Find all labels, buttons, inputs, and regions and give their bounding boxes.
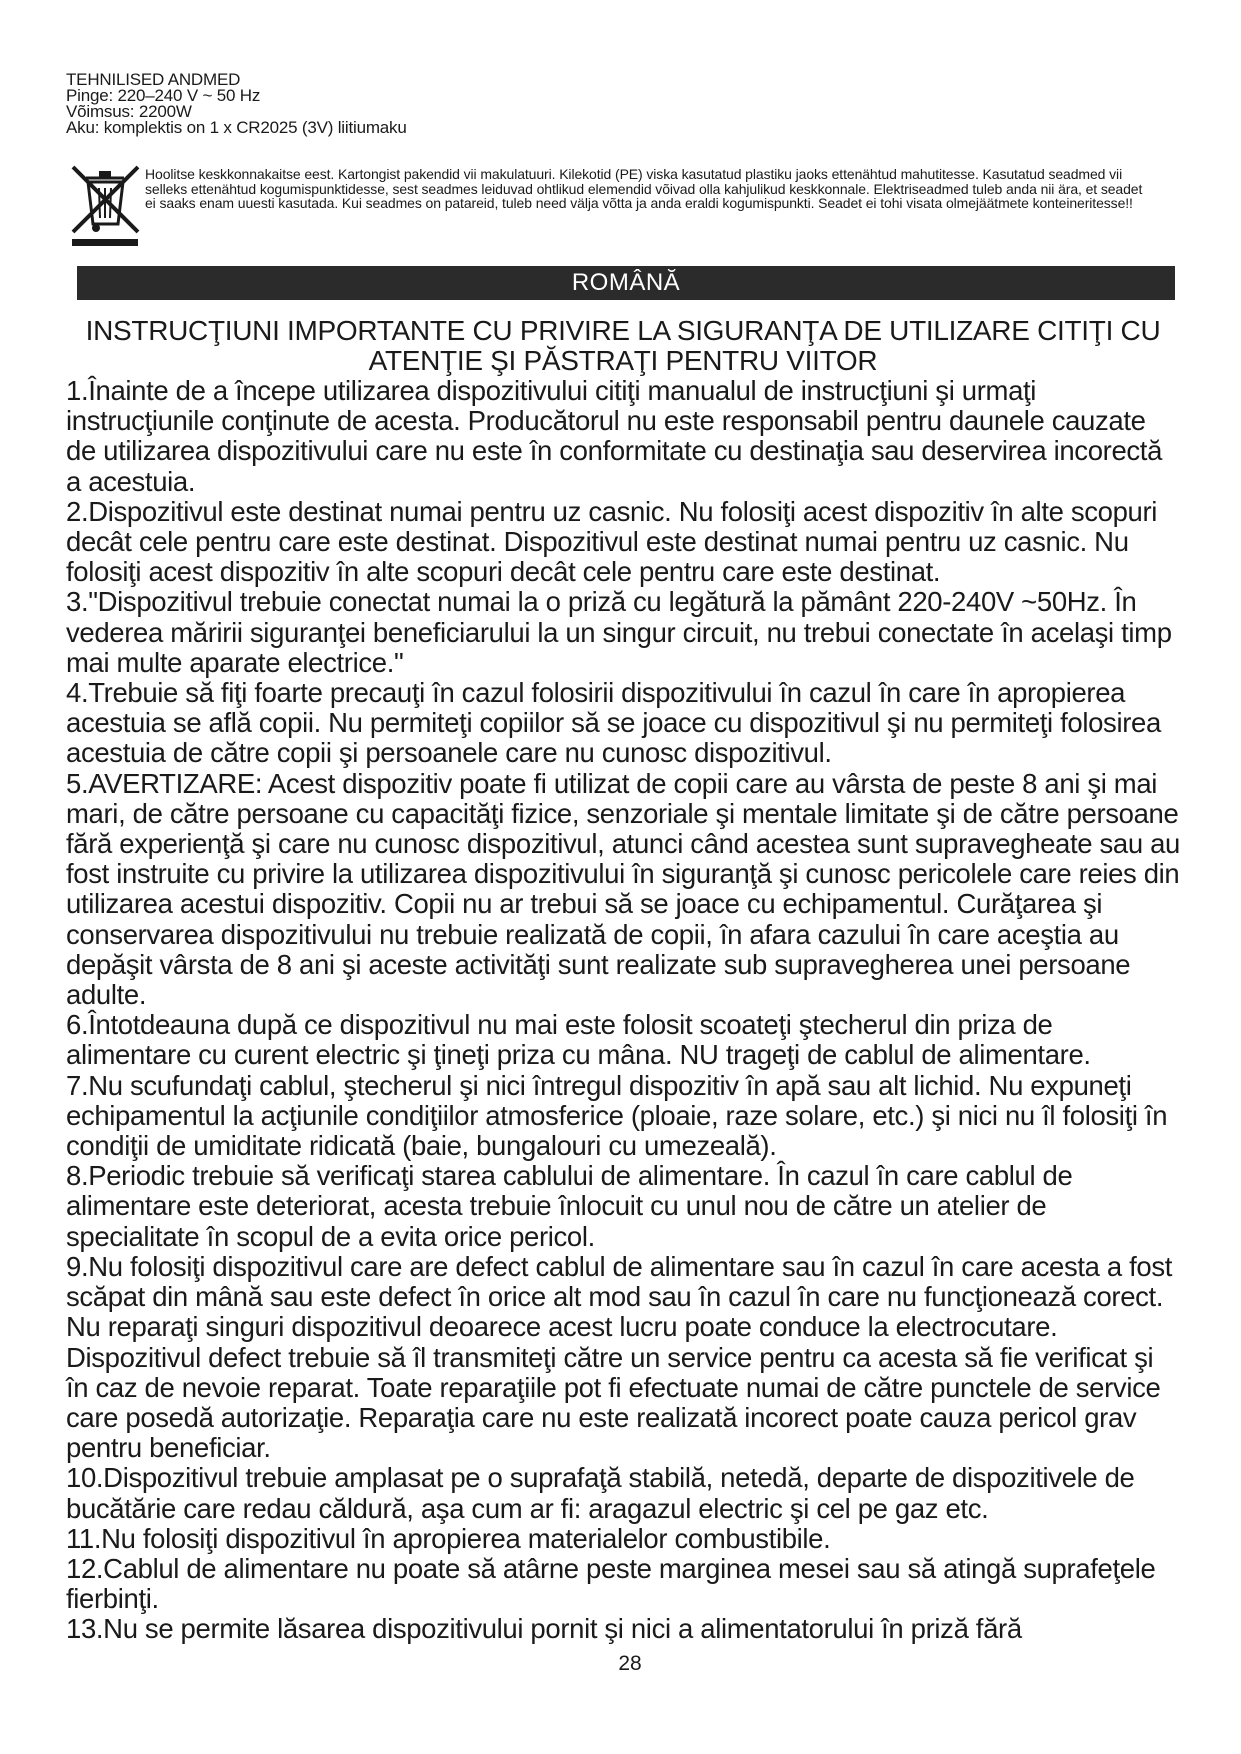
instruction-item: 8.Periodic trebuie să verificaţi starea cablului de alimentare. În cazul în care cablul de alimentare este deteriorat, acesta trebuie înlocuit cu unul nou de către un atelier de specialitate în scopul de a evita orice pericol. — [66, 1160, 1073, 1252]
instruction-item: 11.Nu folosiţi dispozitivul în apropierea materialelor combustibile. — [66, 1522, 831, 1554]
instruction-item: 12.Cablul de alimentare nu poate să atârne peste marginea mesei sau să atingă suprafeţele fierbinţi. — [66, 1552, 1156, 1615]
instruction-item: 5.AVERTIZARE: Acest dispozitiv poate fi utilizat de copii care au vârsta de peste 8 ani şi mai mari, de către persoane cu capacităţi fizice, senzoriale şi mentale limitate şi de către persoane fără experienţă şi care nu cunosc dispozitivul, atunci când acestea sunt supravegheate sau au fost instruite cu privire la utilizarea dispozitivului în siguranţă şi cunosc pericolele care reies din utilizarea acestui dispozitiv. Copii nu ar trebui să se joace cu echipamentul. Curăţarea şi conservarea dispozitivului nu trebuie realizată de copii, în afara cazului în care aceştia au depăşit vârsta de 8 ani şi aceste activităţi sunt realizate sub supravegherea unei persoane adulte. — [66, 767, 1180, 1011]
instruction-item: 6.Întotdeauna după ce dispozitivul nu mai este folosit scoateţi ştecherul din priza de alimentare cu curent electric şi ţineţi priza cu mâna. NU trageţi de cablul de alimentare. — [66, 1009, 1091, 1071]
technical-data-block — [66, 72, 407, 136]
technical-power: Võimsus: 2200W — [66, 102, 192, 121]
technical-title: TEHNILISED ANDMED — [66, 70, 241, 89]
instruction-item: 7.Nu scufundaţi cablul, ştecherul şi nici întregul dispozitiv în apă sau alt lichid. Nu expuneţi echipamentul la acţiunile condiţiilor atmosferice (ploaie, raze solare, etc.) şi nici nu îl folosiţi în condiţii de umiditate ridicată (baie, bungalouri cu umezeală). — [66, 1069, 1168, 1162]
instruction-item: 10.Dispozitivul trebuie amplasat pe o suprafaţă stabilă, netedă, departe de dispozitivele de bucătărie care redau căldură, aşa cum ar fi: aragazul electric şi cel pe gaz etc. — [66, 1462, 1135, 1524]
instruction-item: 4.Trebuie să fiţi foarte precauţi în cazul folosirii dispozitivului în cazul în care în apropierea acestuia se află copii. Nu permiteţi copiilor să se joace cu dispozitivul şi nu permiteţi folosirea acestuia de către copii şi persoanele care nu cunosc dispozitivul. — [66, 677, 1161, 769]
instruction-item: 9.Nu folosiţi dispozitivul care are defect cablul de alimentare sau în cazul în care acesta a fost scăpat din mână sau este defect în orice alt mod sau în cazul în care nu funcţionează corect. Nu reparaţi singuri dispozitivul deoarece acest lucru poate conduce la electrocutare. Dispozitivul defect trebuie să îl transmiteţi către un service pentru ca acesta să fie verificat şi în caz de nevoie reparat. Toate reparaţiile pot fi efectuate numai de către punctele de service care posedă autorizaţie. Reparaţia care nu este realizată incorect poate cauza pericol grav pentru beneficiar. — [66, 1250, 1173, 1464]
instruction-item: 13.Nu se permite lăsarea dispozitivului pornit şi nici a alimentatorului în priză fără — [66, 1613, 1022, 1645]
instruction-item: 2.Dispozitivul este destinat numai pentru uz casnic. Nu folosiţi acest dispozitiv în alte scopuri decât cele pentru care este destinat. Dispozitivul este destinat numai pentru uz casnic. Nu folosiţi acest dispozitiv în alte scopuri decât cele pentru care este destinat. — [66, 495, 1158, 588]
technical-battery: Aku: komplektis on 1 x CR2025 (3V) liitiumaku — [66, 118, 407, 137]
instruction-item: 1.Înainte de a începe utilizarea dispozitivului citiţi manualul de instrucţiuni şi urmaţi instrucţiunile conţinute de acesta. Producătorul nu este responsabil pentru daunele cauzate de utilizarea dispozitivului care nu este în conformitate cu destinaţia sau deservirea incorectă a acestuia. — [66, 375, 1163, 497]
page-number: 28 — [618, 1652, 642, 1675]
safety-instructions — [66, 376, 1181, 1645]
technical-voltage: Pinge: 220–240 V ~ 50 Hz — [66, 86, 261, 105]
safety-heading: INSTRUCŢIUNI IMPORTANTE CU PRIVIRE LA SIGURANŢA DE UTILIZARE CITIŢI CU ATENŢIE ŞI PĂSTRAŢI PENTRU VIITOR — [85, 315, 1161, 376]
language-section-bar: ROMÂNĂ — [77, 266, 1175, 300]
crossed-out-wheelie-bin-icon — [68, 164, 142, 248]
recycling-notice: Hoolitse keskkonnakaitse eest. Kartongist pakendid vii makulatuuri. Kilekotid (PE) viska kasutatud plastiku jaoks ettenähtud mahutitesse. Kasutatud seadmed vii selleks ettenähtud kogumispunktidesse, sest seadmes leiduvad ohtlikud elemendid võivad olla kahjulikud keskkonnale. Elektriseadmed tuleb anda nii ära, et seadet ei saaks enam uuesti kasutada. Kui seadmes on patareid, tuleb need välja võtta ja anda eraldi kogumispunkti. Seadet ei tohi visata olmejäätmete konteineritesse!! — [145, 166, 1143, 212]
instruction-item: 3."Dispozitivul trebuie conectat numai la o priză cu legătură la pământ 220-240V ~50Hz. În vederea măririi siguranţei beneficiarului la un singur circuit, nu trebui conectate în acelaşi timp mai multe aparate electrice." — [66, 586, 1172, 678]
